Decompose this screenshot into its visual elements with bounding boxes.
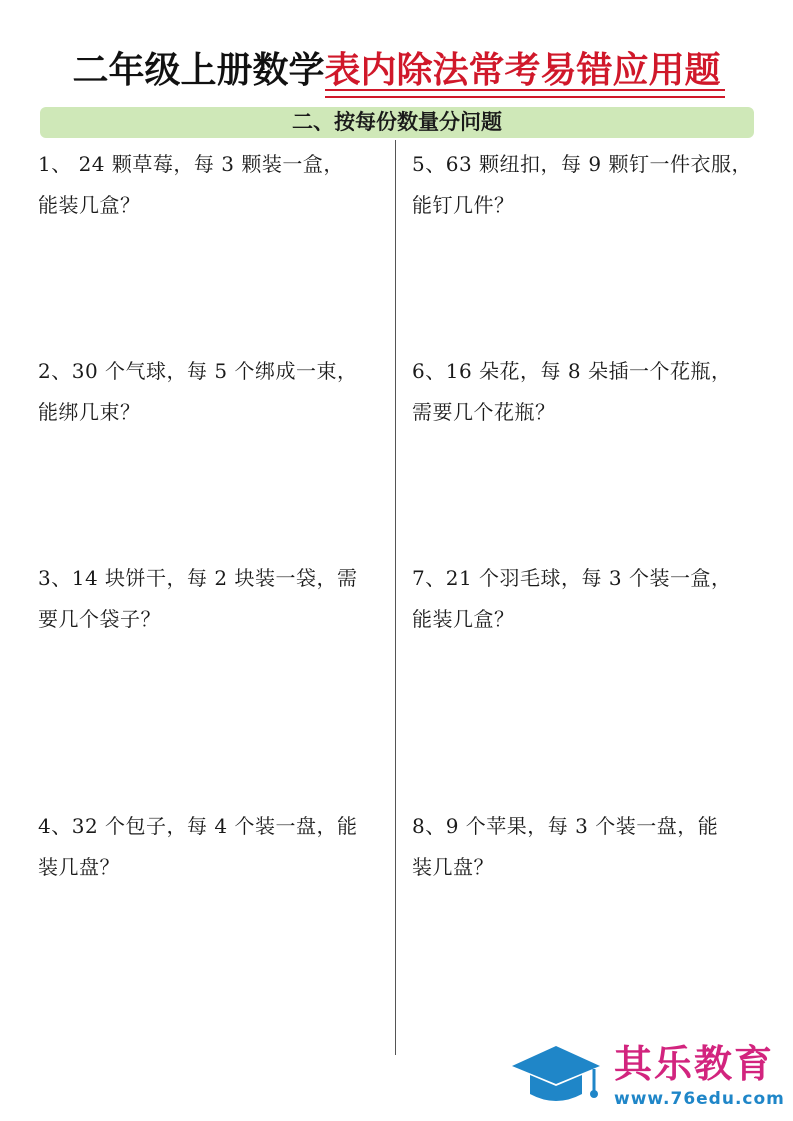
problem-3-line1: 3、14 块饼干，每 2 块装一袋，需	[38, 566, 358, 590]
problem-2-line1: 2、30 个气球，每 5 个绑成一束，	[38, 359, 358, 383]
problem-5-line1: 5、63 颗纽扣，每 9 颗钉一件衣服，	[412, 152, 752, 176]
problem-4-line2: 装几盘？	[38, 855, 120, 879]
problem-7-line2: 能装几盒？	[412, 607, 515, 631]
problem-8-line2: 装几盘？	[412, 855, 494, 879]
problem-4-line1: 4、32 个包子，每 4 个装一盘，能	[38, 814, 358, 838]
problem-6-line2: 需要几个花瓶？	[412, 400, 556, 424]
problem-2-line2: 能绑几束？	[38, 400, 141, 424]
brand-logo	[510, 1040, 786, 1115]
problem-2	[38, 351, 388, 433]
brand-name: 其乐教育	[614, 1042, 775, 1086]
problem-7-line1: 7、21 个羽毛球，每 3 个装一盒，	[412, 566, 732, 590]
problem-8	[412, 806, 762, 888]
problem-1	[38, 144, 388, 226]
problem-3	[38, 558, 388, 640]
problem-6-line1: 6、16 朵花，每 8 朵插一个花瓶，	[412, 359, 732, 383]
problem-6	[412, 351, 762, 433]
title-grade: 二年级上册数学	[72, 50, 325, 91]
problem-7	[412, 558, 762, 640]
section-bar	[40, 107, 754, 138]
brand-url: www.76edu.com	[614, 1089, 785, 1109]
title-topic: 表内除法常考易错应用题	[325, 46, 721, 96]
problem-5-line2: 能钉几件？	[412, 193, 515, 217]
page-title	[0, 46, 793, 96]
problem-5	[412, 144, 762, 226]
problem-3-line2: 要几个袋子？	[38, 607, 161, 631]
graduation-cap-icon	[510, 1042, 602, 1112]
problem-4	[38, 806, 388, 888]
column-divider	[395, 140, 396, 1055]
problem-1-line1: 1、 24 颗草莓，每 3 颗装一盒，	[38, 152, 344, 176]
section-title: 二、按每份数量分问题	[292, 110, 502, 134]
problem-8-line1: 8、9 个苹果，每 3 个装一盘，能	[412, 814, 719, 838]
problem-1-line2: 能装几盒？	[38, 193, 141, 217]
